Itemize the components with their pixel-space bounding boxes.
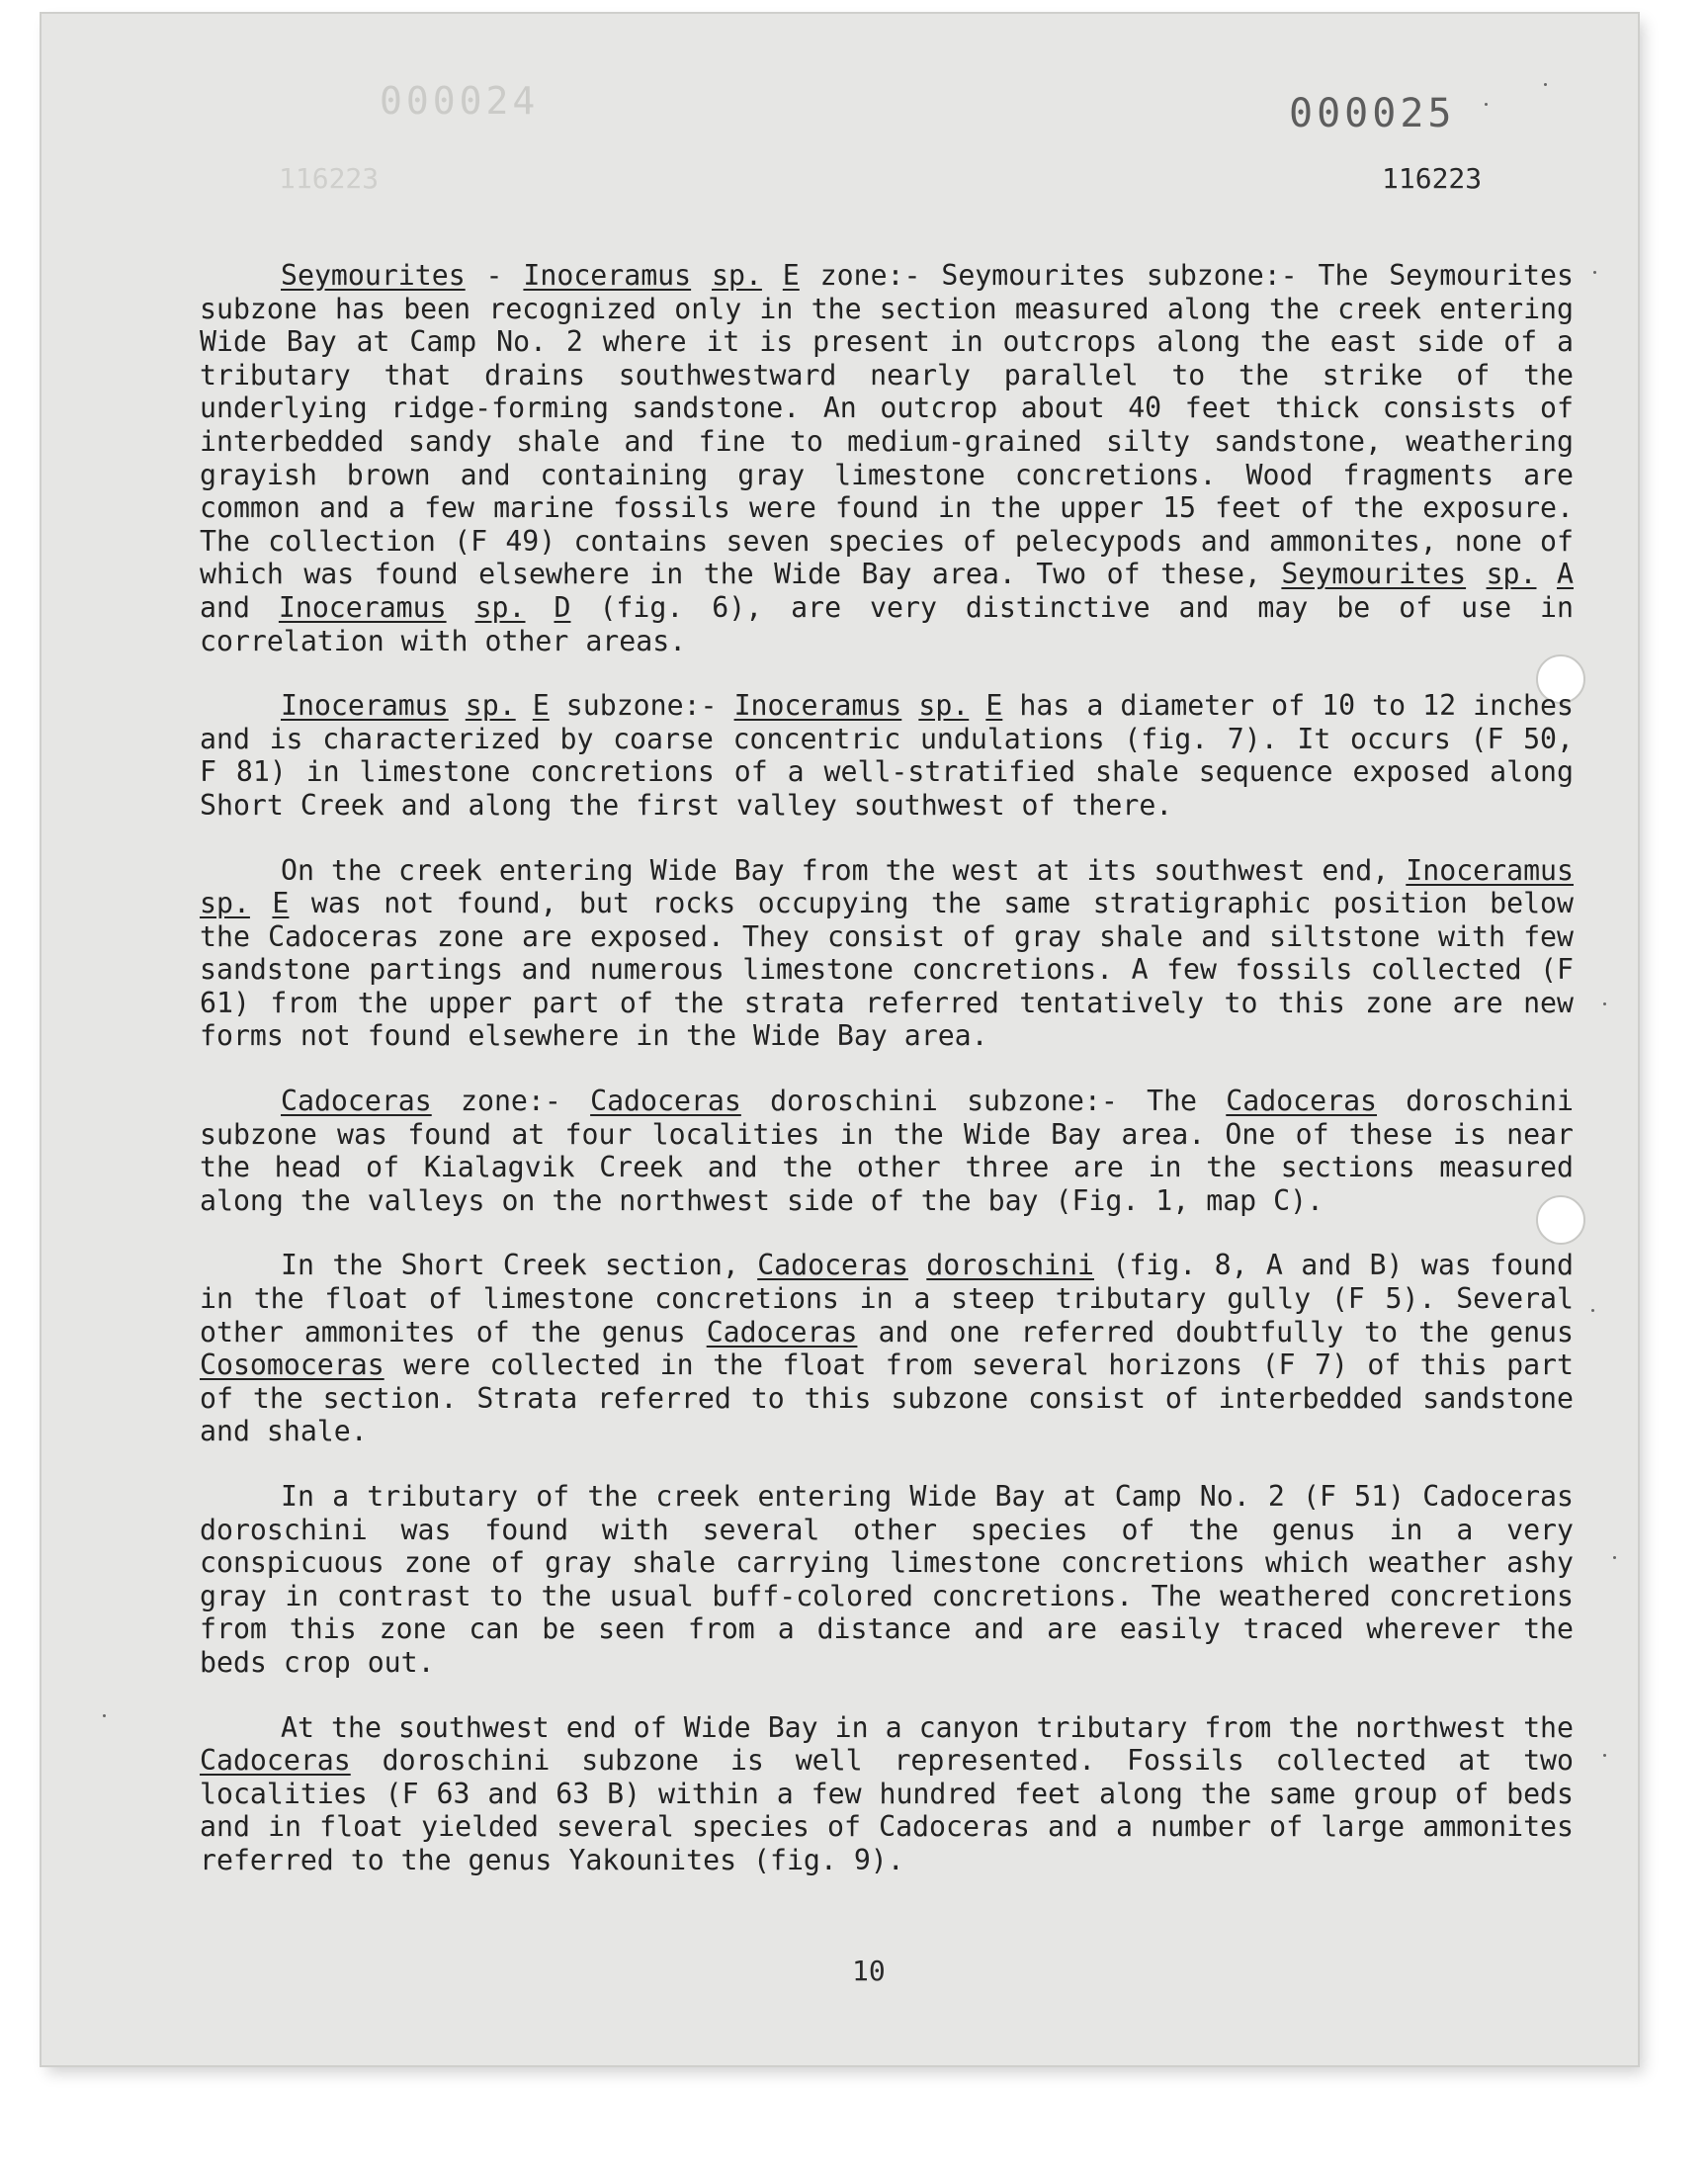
text-run: and one referred doubtfully to the genus [857,1315,1574,1348]
underlined-term: D [554,590,571,624]
text-run [908,1249,926,1281]
speck [1613,1556,1616,1559]
underlined-term: Cadoceras [1226,1085,1378,1118]
underlined-term: sp. [465,689,516,723]
underlined-term: Seymourites [1281,558,1467,591]
text-run: zone:- Seymourites subzone:- The Seymourites subzone has been recognized only in the section measured along the creek entering Wide Bay at Camp No. 2 where it is present in outcrops along the east side of a tributary that drains southwestward nearly parallel to the strike of the underlying ridge-forming sandstone. An outcrop about 40 feet thick consists of interbedded sandy shale and fine to medium-grained silty sandstone, weathering grayish brown and containing gray limestone concretions. Wood fragments are common and a few marine fossils were found in the upper 15 feet of the exposure. The collection (F 49) contains seven species of pelecypods and ammonites, none of which was found elsewhere in the Wide Bay area. Two of these, [200,259,1574,591]
paragraph [200,1711,1574,1877]
stamp-number: 000025 [1289,91,1456,136]
document-page [42,14,1638,2065]
paragraph [200,1085,1574,1217]
text-run [449,689,466,722]
underlined-term: Cosomoceras [200,1348,384,1382]
speck [1603,1002,1606,1005]
underlined-term: Cadoceras [200,1744,351,1778]
underlined-term: Inoceramus [1406,853,1574,887]
text-run [762,259,783,292]
text-run [1466,558,1487,590]
page-number: 10 [852,1955,886,1987]
text-run: were collected in the float from several horizons (F 7) of this part of the section. Strata referred to this subzone consist of interbedded sandstone and shale. [200,1348,1574,1448]
underlined-term: Inoceramus [523,259,692,292]
text-run: was not found, but rocks occupying the same stratigraphic position below the Cadoceras zone are exposed. They consist of gray shale and siltstone with few sandstone partings and numerous limestone concretions. A few fossils collected (F 61) from the upper part of the strata referred tentatively to this zone are new forms not found elsewhere in the Wide Bay area. [200,887,1574,1053]
text-run: and [200,590,279,624]
speck [1593,271,1596,274]
underlined-term: Cadoceras [590,1085,741,1118]
text-run: doroschini subzone is well represented. Fossils collected at two localities (F 63 and 63 B) within a few hundred feet along the same group of beds and in float yielded several species of Cadoceras and a number of large ammonites referred to the genus Yakounites (fig. 9). [200,1744,1574,1876]
text-run [447,591,475,624]
paragraph [200,1249,1574,1448]
underlined-term: E [782,259,800,292]
underlined-term: sp. [918,689,970,723]
underlined-term: sp. [200,887,250,920]
ghost-document-number: 116223 [279,162,380,195]
ghost-stamp-number: 000024 [380,79,540,123]
text-run: zone:- [431,1085,591,1118]
text-run: (fig. 6), are very distinctive and may be of use in correlation with other areas. [200,590,1574,657]
text-run: doroschini subzone:- The [740,1085,1227,1118]
underlined-term: Inoceramus [278,590,447,624]
document-number: 116223 [1382,162,1483,195]
underlined-term: Cadoceras [706,1315,858,1348]
text-run [691,259,712,292]
underlined-term: Inoceramus [281,689,449,723]
paragraph [200,689,1574,822]
text-run: On the creek entering Wide Bay from the west at its southwest end, [281,853,1407,887]
text-run [250,887,273,919]
underlined-term: Cadoceras [757,1249,908,1282]
paragraph [200,1480,1574,1680]
text-run: doroschini subzone was found at four localities in the Wide Bay area. One of these is near the head of Kialagvik Creek and the other three are in the sections measured along the valleys on the northwest side of the bay (Fig. 1, map C). [200,1085,1574,1217]
text-run: (fig. 8, A and B) was found in the float of limestone concretions in a steep tributary gully (F 5). Several other ammonites of the genus [200,1249,1574,1348]
underlined-term: E [272,887,290,920]
text-run: subzone:- [549,689,734,723]
underlined-term: Seymourites [281,259,466,292]
text-run [516,689,533,722]
underlined-term: sp. [474,590,526,624]
underlined-term: sp. [1486,558,1537,591]
text-run [901,689,918,722]
text-run [526,591,555,624]
underlined-term: doroschini [926,1249,1094,1282]
underlined-term: Cadoceras [281,1085,432,1118]
speck [103,1714,106,1717]
text-run [1537,558,1558,590]
text-run: - [465,259,524,292]
speck [1485,103,1488,106]
body-text [200,259,1574,1909]
paragraph [200,259,1574,657]
paragraph [200,854,1574,1054]
text-run [969,689,985,722]
underlined-term: A [1557,558,1574,591]
underlined-term: Inoceramus [733,689,902,723]
speck [1544,83,1547,86]
speck [1591,1309,1594,1312]
underlined-term: E [532,689,550,723]
underlined-term: sp. [712,259,762,292]
underlined-term: E [985,689,1003,723]
text-run: In a tributary of the creek entering Wide Bay at Camp No. 2 (F 51) Cadoceras doroschini was found with several other species of the genus in a very conspicuous zone of gray shale carrying limestone concretions which weather ashy gray in contrast to the usual buff-colored concretions. The weathered concretions from this zone can be seen from a distance and are easily traced wherever the beds crop out. [200,1480,1574,1679]
speck [1603,1754,1606,1757]
text-run: In the Short Creek section, [281,1249,758,1282]
text-run: has a diameter of 10 to 12 inches and is characterized by coarse concentric undulations (fig. 7). It occurs (F 50, F 81) in limestone concretions of a well-stratified shale sequence exposed along Short Creek and along the first valley southwest of there. [200,689,1574,822]
text-run: At the southwest end of Wide Bay in a canyon tributary from the northwest the [281,1710,1574,1744]
